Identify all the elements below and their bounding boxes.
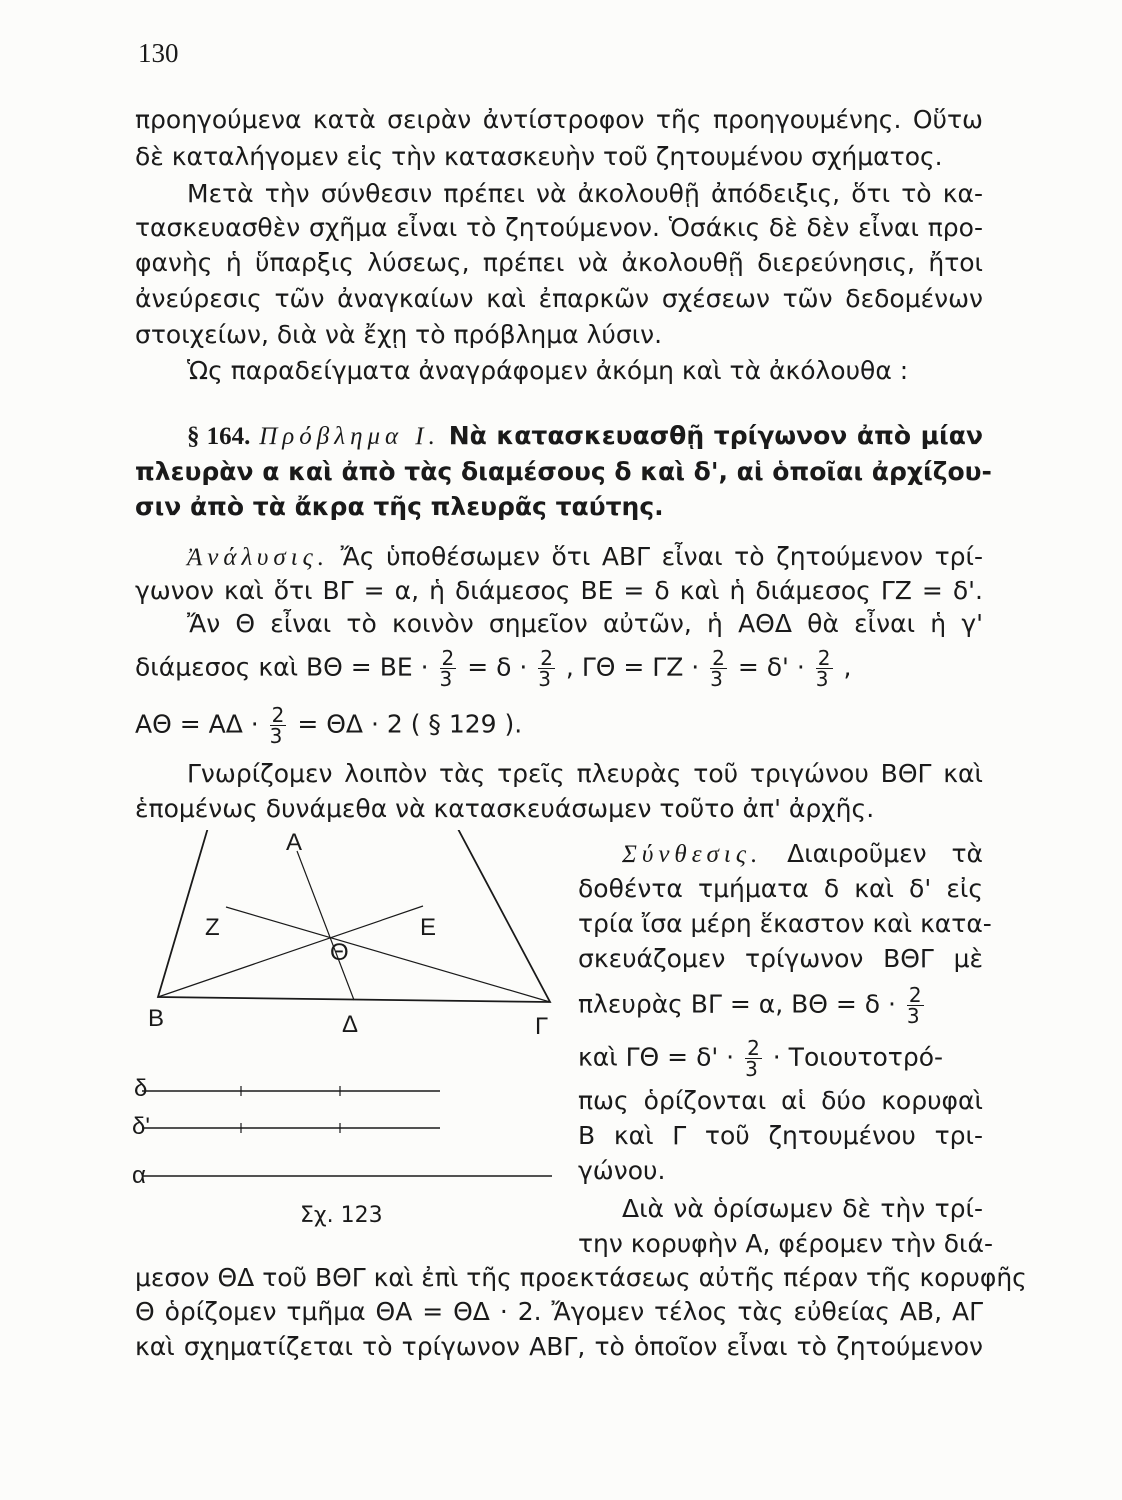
synthesis-line3: τρία ἴσα μέρη ἕκαστον καὶ κατα- [578,909,992,938]
para2-line4: ἀνεύρεσις τῶν ἀναγκαίων καὶ ἐπαρκῶν σχέσεων τῶν δεδομένων [135,284,983,313]
para1-line2: δὲ καταλήγομεν εἰς τὴν κατασκευὴν τοῦ ζητουμένου σχήματος. [135,142,943,171]
para2-line1: Μετὰ τὴν σύνθεσιν πρέπει νὰ ἀκολουθῇ ἀπόδειξις, ὅτι τὸ κα- [187,179,983,208]
synthesis-line6 [578,1038,983,1079]
fraction [440,648,457,689]
synthesis-line5 [578,985,983,1026]
label-a: Α [286,830,303,856]
synthesis-line4: σκευάζομεν τρίγωνον ΒΘΓ μὲ [578,944,983,973]
fraction [270,705,287,746]
median-gz [226,907,550,1002]
formula-part: = ΘΔ · 2 ( § 129 ). [297,709,523,739]
fraction [745,1038,762,1079]
fraction-num: 2 [441,646,455,670]
analysis-text-1: Ἄς ὑποθέσωμεν ὅτι ΑΒΓ εἶναι τὸ ζητούμενον τρί- [340,542,983,571]
label-seg-delta: δ [134,1075,148,1102]
problem-label: Πρόβλημα Ι. [259,423,440,450]
label-seg-delta-prime: δ' [132,1113,150,1140]
analysis-label: Ἀνάλυσις. [187,544,330,571]
fraction-den: 3 [815,667,829,691]
para2-line3: φανὴς ἡ ὕπαρξις λύσεως, πρέπει νὰ ἀκολουθῇ διερεύνησις, ἤτοι [135,248,983,277]
fraction [538,648,555,689]
analysis-line3: Ἄν Θ εἶναι τὸ κοινὸν σημεῖον αὐτῶν, ἡ ΑΘΔ θὰ εἶναι ἡ γ' [187,609,983,638]
median-ad [297,851,354,1000]
fraction-den: 3 [269,724,283,748]
fraction-num: 2 [908,983,922,1007]
analysis-line1 [135,540,983,575]
synthesis-line8: Β καὶ Γ τοῦ ζητουμένου τρι- [578,1121,983,1150]
page-number: 130 [138,38,179,68]
synthesis-label: Σύνθεσις. [622,841,763,868]
synthesis-line2: δοθέντα τμήματα δ καὶ δ' εἰς [578,874,983,903]
para1-line1: προηγούμενα κατὰ σειρὰν ἀντίστροφον τῆς προηγουμένης. Οὕτω [135,105,983,134]
formula-part: διάμεσος καὶ ΒΘ = ΒΕ · [135,652,429,682]
para5-line3: καὶ σχηματίζεται τὸ τρίγωνον ΑΒΓ, τὸ ὁποῖον εἶναι τὸ ζητούμενον [135,1332,983,1361]
fraction-den: 3 [538,667,551,691]
fraction-num: 2 [747,1036,760,1060]
formula-part: = δ' · [737,652,805,682]
figure-123 [120,830,570,1200]
problem-line1 [135,419,983,454]
analysis-formula-1 [135,648,983,689]
analysis-line2: γωνον καὶ ὅτι ΒΓ = α, ἡ διάμεσος ΒΕ = δ καὶ ἡ διάμεσος ΓΖ = δ'. [135,576,983,605]
fraction-num: 2 [712,646,725,670]
fraction-num: 2 [540,646,553,670]
fraction [816,648,833,689]
section-number: § 164. [187,423,251,450]
fraction [907,985,924,1026]
para3: Ὡς παραδείγματα ἀναγράφομεν ἀκόμη καὶ τὰ ἀκόλουθα : [187,356,909,385]
formula-part: , [843,652,852,682]
fraction-num: 2 [817,646,831,670]
synthesis-text-5: πλευρὰς ΒΓ = α, ΒΘ = δ · [578,989,896,1019]
synthesis-line7: πως ὁρίζονται αἱ δύο κορυφαὶ [578,1086,983,1115]
para2-line5: στοιχείων, διὰ νὰ ἔχῃ τὸ πρόβλημα λύσιν. [135,320,663,349]
para4-line2: ἑπομένως δυνάμεθα νὰ κατασκευάσωμεν τοῦτο ἀπ' ἀρχῆς. [135,794,875,823]
synthesis-text-6a: καὶ ΓΘ = δ' · [578,1042,735,1072]
para4-line1: Γνωρίζομεν λοιπὸν τὰς τρεῖς πλευρὰς τοῦ τριγώνου ΒΘΓ καὶ [187,759,983,788]
label-seg-alpha: α [132,1162,146,1189]
para5-line2: Θ ὁρίζομεν τμῆμα ΘΑ = ΘΔ · 2. Ἄγομεν τέλος τὰς εὐθείας ΑΒ, ΑΓ [135,1297,983,1326]
problem-line2: πλευρὰν α καὶ ἀπὸ τὰς διαμέσους δ καὶ δ', αἱ ὁποῖαι ἀρχίζου- [135,457,992,486]
formula-part: , ΓΘ = ΓΖ · [565,652,700,682]
fraction [710,648,727,689]
para5-line1: μεσον ΘΔ τοῦ ΒΘΓ καὶ ἐπὶ τῆς προεκτάσεως αὐτῆς πέραν τῆς κορυφῆς [135,1263,1027,1292]
synthesis-line11: την κορυφὴν Α, φέρομεν τὴν διά- [578,1229,993,1258]
fraction-den: 3 [906,1004,920,1028]
label-g: Γ [535,1013,549,1040]
synthesis-line1 [578,835,983,874]
label-z: Ζ [205,914,220,941]
analysis-formula-2 [135,705,983,746]
synthesis-line9: γώνου. [578,1156,666,1185]
fraction-den: 3 [439,667,453,691]
fraction-den: 3 [745,1057,758,1081]
label-delta: Δ [342,1011,359,1038]
formula-part: ΑΘ = ΑΔ · [135,709,259,739]
synthesis-text-1: Διαιροῦμεν τὰ [787,839,983,868]
label-theta: Θ [330,939,349,966]
label-b: Β [148,1005,165,1032]
label-e: Ε [420,914,437,941]
formula-part: = δ · [467,652,528,682]
problem-line3: σιν ἀπὸ τὰ ἄκρα τῆς πλευρᾶς ταύτης. [135,492,664,521]
figure-caption: Σχ. 123 [300,1203,383,1228]
para2-line2: τασκευασθὲν σχῆμα εἶναι τὸ ζητούμενον. Ὁσάκις δὲ δὲν εἶναι προ- [135,213,983,242]
problem-text-1: Νὰ κατασκευασθῇ τρίγωνον ἀπὸ μίαν [448,421,983,450]
synthesis-text-6b: · Τοιουτοτρό- [772,1042,944,1072]
fraction-num: 2 [271,703,285,727]
median-be [158,906,423,997]
synthesis-line10: Διὰ νὰ ὁρίσωμεν δὲ τὴν τρί- [622,1194,983,1223]
fraction-den: 3 [710,667,723,691]
